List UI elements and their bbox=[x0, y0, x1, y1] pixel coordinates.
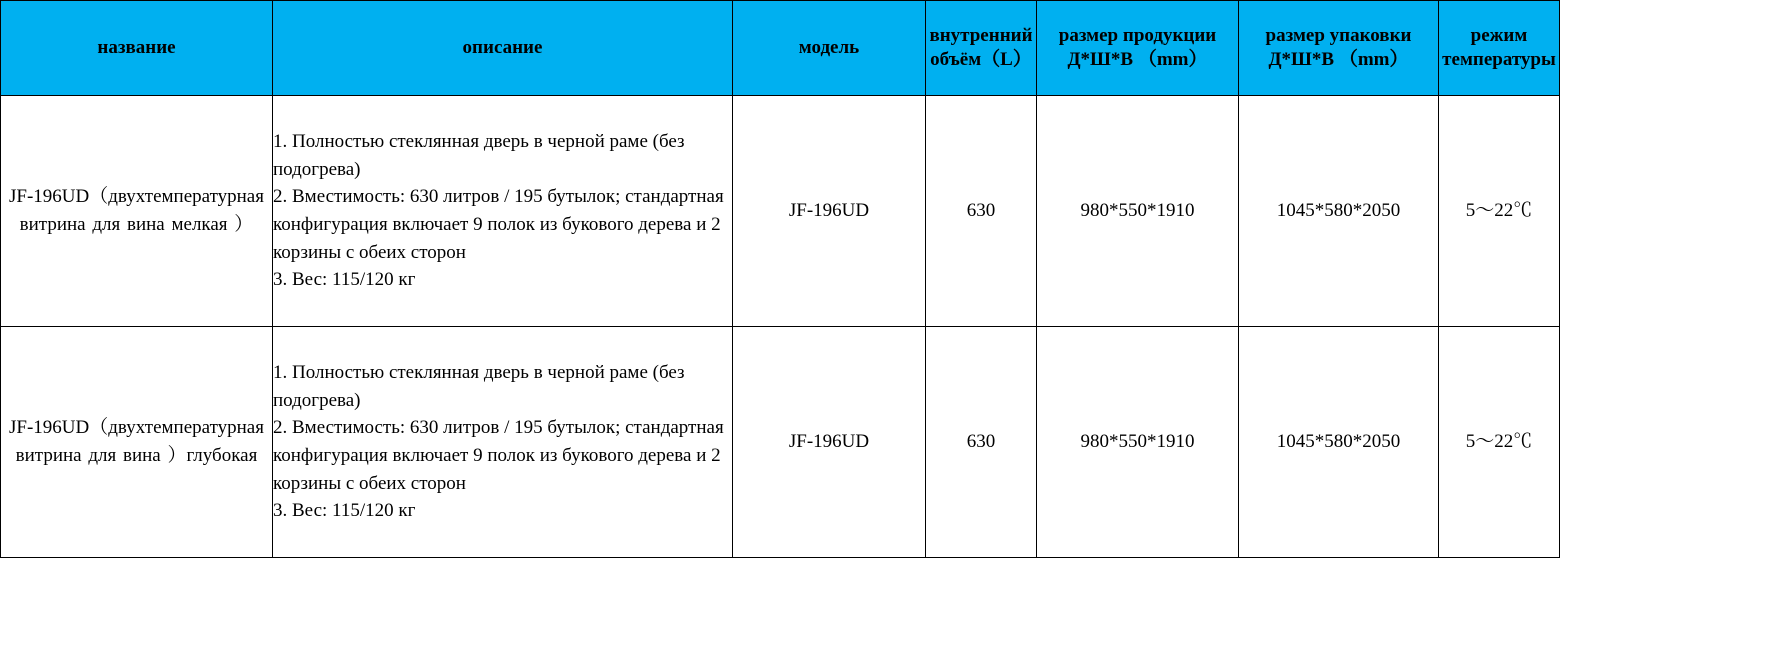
column-header-internal-volume-label: внутренний объём（L） bbox=[929, 24, 1033, 70]
cell-temperature-mode: 5～22℃ bbox=[1439, 96, 1560, 327]
table-row bbox=[1, 327, 1560, 558]
column-header-package-size bbox=[1239, 1, 1439, 96]
description-line-1: 1. Полностью стеклянная дверь в черной раме (без подогрева) bbox=[273, 362, 685, 411]
column-header-model bbox=[733, 1, 926, 96]
cell-model: JF-196UD bbox=[733, 327, 926, 558]
cell-model: JF-196UD bbox=[733, 96, 926, 327]
column-header-internal-volume bbox=[926, 1, 1037, 96]
column-header-model-label: модель bbox=[798, 36, 860, 58]
description-line-1: 1. Полностью стеклянная дверь в черной раме (без подогрева) bbox=[273, 131, 685, 180]
description-line-2: 2. Вместимость: 630 литров / 195 бутылок; стандартная конфигурация включает 9 полок из букового дерева и 2 корзины с обеих сторон bbox=[273, 417, 724, 494]
description-line-3: 3. Вес: 115/120 кг bbox=[273, 500, 416, 522]
description-line-3: 3. Вес: 115/120 кг bbox=[273, 269, 416, 291]
product-name-text: JF-196UD（двухтемпературная витрина для вина мелкая ） bbox=[9, 186, 264, 235]
column-header-product-size bbox=[1037, 1, 1239, 96]
cell-internal-volume: 630 bbox=[926, 327, 1037, 558]
cell-product-size: 980*550*1910 bbox=[1037, 96, 1239, 327]
table-header-row bbox=[1, 1, 1560, 96]
cell-product-name bbox=[1, 96, 273, 327]
column-header-product-size-label: размер продукции Д*Ш*В （mm） bbox=[1058, 24, 1217, 70]
cell-description bbox=[273, 96, 733, 327]
table-row bbox=[1, 96, 1560, 327]
column-header-name-label: название bbox=[97, 36, 176, 58]
cell-product-size: 980*550*1910 bbox=[1037, 327, 1239, 558]
cell-product-name bbox=[1, 327, 273, 558]
column-header-package-size-label: размер упаковки Д*Ш*В （mm） bbox=[1265, 24, 1412, 70]
cell-description bbox=[273, 327, 733, 558]
column-header-name bbox=[1, 1, 273, 96]
cell-internal-volume: 630 bbox=[926, 96, 1037, 327]
column-header-temperature-mode-label: режим температуры bbox=[1442, 24, 1556, 70]
column-header-description bbox=[273, 1, 733, 96]
description-line-2: 2. Вместимость: 630 литров / 195 бутылок; стандартная конфигурация включает 9 полок из букового дерева и 2 корзины с обеих сторон bbox=[273, 186, 724, 263]
cell-package-size: 1045*580*2050 bbox=[1239, 96, 1439, 327]
column-header-temperature-mode bbox=[1439, 1, 1560, 96]
column-header-description-label: описание bbox=[462, 36, 543, 58]
cell-temperature-mode: 5～22℃ bbox=[1439, 327, 1560, 558]
product-name-text: JF-196UD（двухтемпературная витрина для вина ）глубокая bbox=[9, 417, 264, 466]
cell-package-size: 1045*580*2050 bbox=[1239, 327, 1439, 558]
